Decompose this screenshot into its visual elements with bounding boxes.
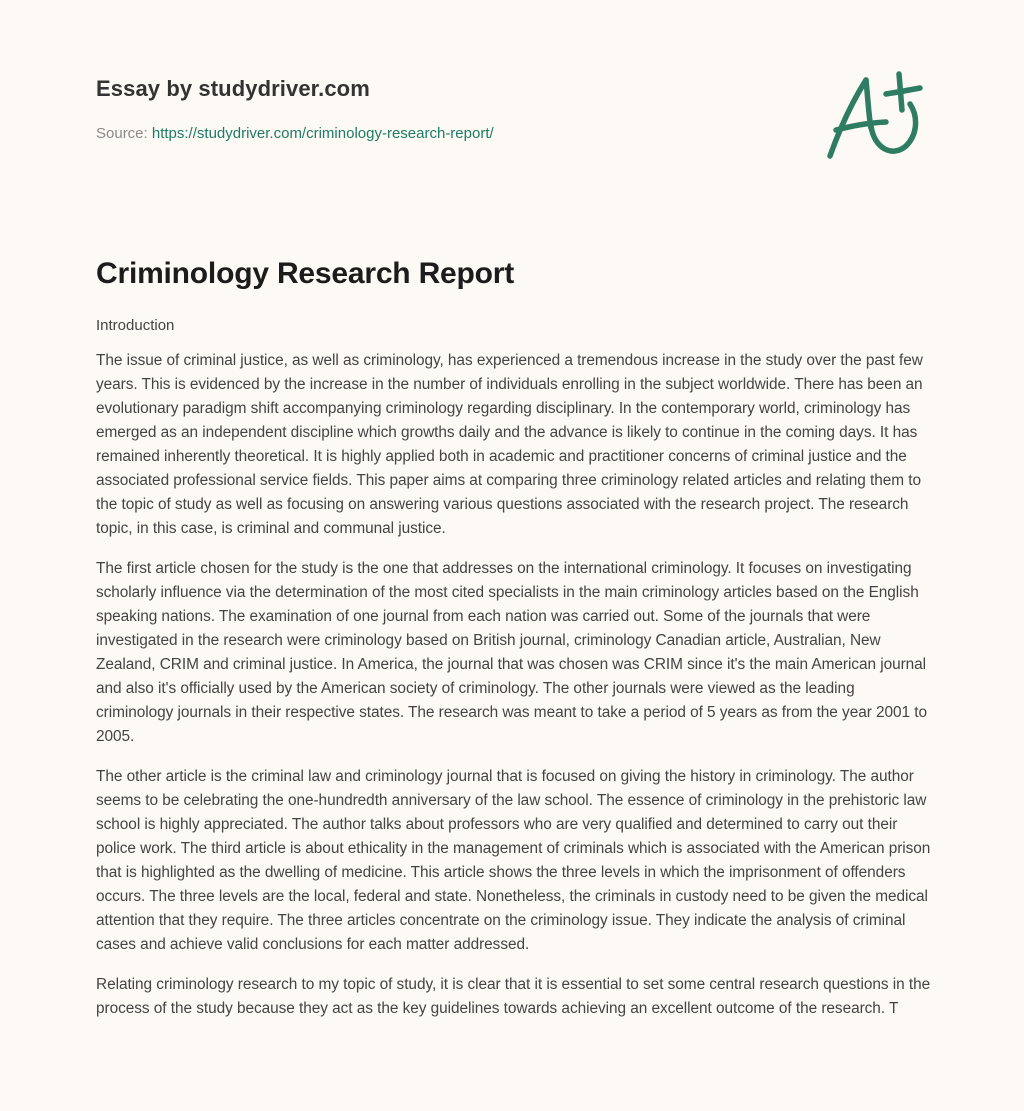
source-label: Source: [96,125,152,142]
source-line [96,124,494,144]
paragraph-4: Relating criminology research to my topic of study, it is clear that it is essential to set some central research questions in the process of the study because they act as the key guidelines towards achieving an excellent outcome of the research. T [96,976,931,1017]
site-header [96,74,370,104]
document-body [96,315,932,1037]
section-heading-introduction: Introduction [96,317,175,334]
paragraph-1: The issue of criminal justice, as well as criminology, has experienced a tremendous increase in the study over the past few years. This is evidenced by the increase in the number of individuals enrolling in the subject worldwide. There has been an evolutionary paradigm shift accompanying criminology regarding disciplinary. In the contemporary world, criminology has emerged as an independent discipline which growths daily and the advance is likely to continue in the coming days. It has remained inherently theoretical. It is highly applied both in academic and practitioner concerns of criminal justice and the associated professional service fields. This paper aims at comparing three criminology related articles and relating them to the topic of study as well as focusing on answering various questions associated with the research project. The research topic, in this case, is criminal and communal justice. [96,352,923,537]
paragraph-2: The first article chosen for the study is the one that addresses on the international criminology. It focuses on investigating scholarly influence via the determination of the most cited specialists in the main criminology articles based on the English speaking nations. The examination of one journal from each nation was carried out. Some of the journals that were investigated in the research were criminology based on British journal, criminology Canadian article, Australian, New Zealand, CRIM and criminal justice. In America, the journal that was chosen was CRIM since it's the main American journal and also it's officially used by the American society of criminology. The other journals were viewed as the leading criminology journals in their respective states. The research was meant to take a period of 5 years as from the year 2001 to 2005. [96,560,928,745]
source-link[interactable]: https://studydriver.com/criminology-research-report/ [151,125,494,142]
site-title: Essay by studydriver.com [96,76,370,101]
paragraph-3: The other article is the criminal law and criminology journal that is focused on giving the history in criminology. The author seems to be celebrating the one-hundredth anniversary of the law school. The essence of criminology in the prehistoric law school is highly appreciated. The author talks about professors who are very qualified and determined to carry out their police work. The third article is about ethicality in the management of criminals which is associated with the American prison that is highlighted as the dwelling of medicine. This article shows the three levels in which the imprisonment of offenders occurs. The three levels are the local, federal and state. Nonetheless, the criminals in custody need to be given the medical attention that they require. The three articles concentrate on the criminology issue. They indicate the analysis of criminal cases and achieve valid conclusions for each matter addressed. [96,768,931,953]
a-plus-grade-icon [822,66,932,166]
document-title: Criminology Research Report [96,257,515,290]
